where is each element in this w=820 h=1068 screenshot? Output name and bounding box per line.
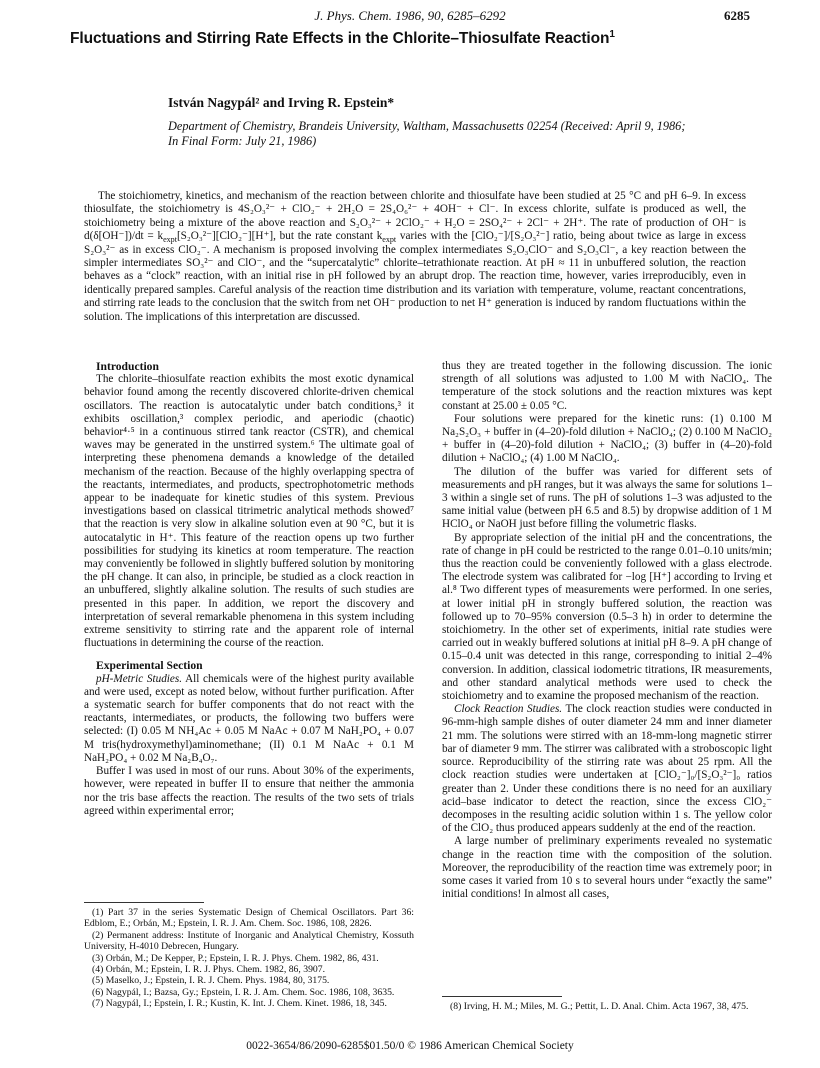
footnote-7: (7) Nagypál, I.; Epstein, I. R.; Kustin, K. Int. J. Chem. Kinet. 1986, 18, 345.: [92, 998, 387, 1010]
affiliation-line-1: Department of Chemistry, Brandeis University, Waltham, Massachusetts 02254 (Received: April 9, 1986;: [168, 119, 686, 133]
footnote-2: (2) Permanent address: Institute of Inorganic and Analytical Chemistry, Kossuth University, H-4010 Debrecen, Hungary.: [84, 929, 414, 953]
running-header: [0, 8, 820, 28]
right-footnotes: [442, 1001, 772, 1012]
footnote-8: (8) Irving, H. M.; Miles, M. G.; Pettit, L. D. Anal. Chim. Acta 1967, 38, 475.: [450, 1001, 749, 1012]
experimental-heading: Experimental Section: [96, 659, 203, 673]
footnote-3: (3) Orbán, M.; De Kepper, P.; Epstein, I. R. J. Phys. Chem. 1982, 86, 431.: [92, 952, 379, 964]
clock-reaction-subheading: Clock Reaction Studies.: [454, 703, 563, 716]
experimental-paragraph-2: Buffer I was used in most of our runs. About 30% of the experiments, however, were repeated in buffer II to ensure that neither the ammonia nor the tris base affects the reaction. The results of the two sets of trials agreed within experimental error;: [84, 765, 414, 817]
authors: István Nagypál² and Irving R. Epstein*: [168, 95, 395, 110]
footnote-6: (6) Nagypál, I.; Bazsa, Gy.; Epstein, I. R. J. Am. Chem. Soc. 1986, 108, 3635.: [92, 986, 395, 998]
left-footnotes: [84, 907, 414, 1010]
page-number: 6285: [724, 8, 750, 23]
experimental-text-1: All chemicals were of the highest purity available and were used, except as noted below, without further purification. After a systematic search for buffer components that do not react with the reactants, intermediates, or products, the following two buffers were selected: (I) 0.05 M NH₄Ac + 0.05 M NaAc + 0.07 M NaH₂PO₄ + 0.07 M tris(hydroxymethyl)aminomethane; (II) 0.1 M NaAc + 0.1 M NaH₂PO₄ + 0.02 M Na₂B₄O₇.: [84, 672, 414, 764]
right-paragraph-5: [442, 703, 772, 835]
k-subscript-1: expt: [163, 235, 177, 245]
footnote-4: (4) Orbán, M.; Epstein, I. R. J. Phys. Chem. 1982, 86, 3907.: [92, 964, 326, 976]
clock-reaction-text: The clock reaction studies were conducted in 96-mm-high sample dishes of outer diameter 24 mm and inner diameter 21 mm. The solutions were stirred with an 18-mm-long magnetic stirrer bar of diameter 9 mm. The stirrer was calibrated with a stroboscopic light source. Reproducibility of the stirring rate was about 25 rpm. All the clock reaction studies were undertaken at [ClO₂⁻]₀/[S₂O₃²⁻]₀ ratios greater than 2. Under these conditions there is no need for an auxiliary acid–base indicator to detect the reaction, since the excess ClO₂⁻ decomposes in the resulting acidic solution within 1 s. The yellow color of the ClO₂ thus produced appears suddenly at the end of the reaction.: [442, 703, 772, 835]
k-subscript-2: expt: [382, 235, 397, 245]
right-paragraph-2: Four solutions were prepared for the kinetic runs: (1) 0.100 M Na₂S₂O₃ + buffer in (4–20)-fold dilution + NaClO₄; (2) 0.100 M NaClO₂ + buffer in (4–20)-fold dilution + NaClO₄; (3) buffer in (4–20)-fold dilution + NaClO₄; (4) 1.00 M NaClO₄.: [442, 412, 772, 465]
right-paragraph-4: By appropriate selection of the initial pH and the concentrations, the rate of change in pH could be restricted to the range 0.01–0.10 units/min; thus the reaction could be conveniently followed with a glass electrode. The electrode system was calibrated for −log [H⁺] according to Irving et al.⁸ Two different types of measurements were performed. In one series, at lower initial pH in strongly buffered solution, the reaction was followed up to 70–95% conversion (0.5–3 h) in order to determine the stoichiometry. In the other set of experiments, initial rate studies were carried out in weakly buffered solutions at initial pH 8–9. A pH change of 0.15–0.4 unit was detected in this range, corresponding to initial 2–4% conversion. In addition, classical iodometric titrations, IR measurements, and other standard analytical methods were used to check the stoichiometry and to examine the proposed mechanism of the reaction.: [442, 531, 772, 703]
copyright-footer: 0022-3654/86/2090-6285$01.50/0 © 1986 American Chemical Society: [246, 1040, 574, 1052]
abstract-part-2: [S₂O₃²⁻][ClO₂⁻][H⁺], but the rate constant k: [176, 230, 383, 243]
abstract: [84, 190, 746, 324]
right-column: [442, 360, 772, 901]
abstract-part-3: varies with the [ClO₂⁻]/[S₂O₃²⁻] ratio, being about twice as large in excess S₂O₃²⁻ as in excess ClO₂⁻. A mechanism is proposed involving the complex intermediates S₂O₃ClO⁻ and S₂O₃Cl⁻, a key reaction between the simpler intermediates SO₃²⁻ and ClO⁻, and the “supercatalytic” chlorite–tetrathionate reaction. At pH ≈ 11 in unbuffered solution, the reaction behaves as a “clock” reaction, with an initial rise in pH followed by an abrupt drop. The reaction time, however, varies irreproducibly, even in identically prepared samples. Careful analysis of the reaction time distribution and its variation with temperature, volume, reactant concentrations, and stirring rate leads to the conclusion that the switch from net OH⁻ production to net H⁺ generation is induced by random fluctuations within the solution. The implications of this interpretation are discussed.: [84, 230, 746, 323]
affiliation: [168, 119, 768, 149]
title-text: Fluctuations and Stirring Rate Effects in the Chlorite–Thiosulfate Reaction: [70, 30, 610, 47]
experimental-paragraph-1: [84, 673, 414, 765]
title-footnote-ref: 1: [609, 28, 615, 40]
ph-metric-subheading: pH-Metric Studies.: [96, 672, 183, 685]
article-title: [70, 30, 760, 48]
abstract-part-1: The stoichiometry, kinetics, and mechanism of the reaction between chlorite and thiosulfate have been studied at 25 °C and pH 6–9. In excess thiosulfate, the stoichiometry is 4S₂O₃²⁻ + ClO₂⁻ + 2H₂O = 2S₄O₆²⁻ + 4OH⁻ + Cl⁻. In excess chlorite, sulfate is produced as well, the stoichiometry being a mixture of the above reaction and S₂O₃²⁻ + 2ClO₂⁻ + H₂O = 2SO₄²⁻ + 2Cl⁻ + 2H⁺. The rate of production of OH⁻ is d(δ[OH⁻])/dt = k: [84, 190, 746, 243]
footnote-5: (5) Maselko, J.; Epstein, I. R. J. Chem. Phys. 1984, 80, 3175.: [92, 975, 330, 987]
right-paragraph-3: The dilution of the buffer was varied for different sets of measurements and pH ranges, but it was always the same for solutions 1–3 within a single set of runs. The pH of solutions 1–3 was adjusted to the same initial value (between pH 6.5 and 8.5) by dropwise addition of 1 M HClO₄ or NaOH just before filling the volumetric flasks.: [442, 465, 772, 531]
left-column: [84, 360, 414, 818]
affiliation-line-2: In Final Form: July 21, 1986): [168, 134, 317, 148]
journal-citation: J. Phys. Chem. 1986, 90, 6285–6292: [314, 8, 506, 23]
right-footnote-rule: [442, 996, 562, 997]
footnote-1: (1) Part 37 in the series Systematic Design of Chemical Oscillators. Part 36: Edblom, E.; Orbán, M.; Epstein, I. R. J. Am. Chem. Soc. 1986, 108, 2826.: [84, 907, 414, 930]
introduction-paragraph: The chlorite–thiosulfate reaction exhibits the most exotic dynamical behavior found among the recently discovered chlorite-driven chemical oscillators. The reaction is autocatalytic under batch conditions,³ it exhibits oscillation,³ complex periodic, and aperiodic (chaotic) behavior⁴·⁵ in a continuous stirred tank reactor (CSTR), and chemical waves may be generated in the unstirred system.⁶ The ultimate goal of interpreting these phenomena demands a knowledge of the detailed mechanism of the reaction. Because of the highly overlapping spectra of the reactants, intermediates, and products, spectrophotometric methods appear to be inadequate for kinetic studies of this system. Previous investigations based on classical titrimetric analytical methods showed⁷ that the reaction is very slow in alkaline solution even at 90 °C, but it is autocatalytic in H⁺. This feature of the reaction opens up two further possibilities for studying its kinetics at room temperature. The reaction may conveniently be followed in slightly buffered solution by monitoring the pH change. It can also, in principle, be studied as a clock reaction in an unbuffered, slightly alkaline solution. The results of such studies are presented in this paper. In addition, we report the discovery and interpretation of several remarkable phenomena in this system including extreme sensitivity to stirring rate and the apparent role of internal fluctuations in determining the course of the reaction.: [84, 373, 414, 650]
right-paragraph-6: A large number of preliminary experiments revealed no systematic change in the reaction time with the composition of the solution. Moreover, the reproducibility of the reaction time was extremely poor; in some cases it varied from 10 s to several hours under “exactly the same” initial conditions! In almost all cases,: [442, 835, 772, 901]
introduction-heading: Introduction: [96, 360, 159, 373]
left-footnote-rule: [84, 902, 204, 903]
right-paragraph-1: thus they are treated together in the following discussion. The ionic strength of all solutions was adjusted to 1.00 M with NaClO₄. The temperature of the stock solutions and the reaction mixtures was kept constant at 25.00 ± 0.05 °C.: [442, 360, 772, 412]
